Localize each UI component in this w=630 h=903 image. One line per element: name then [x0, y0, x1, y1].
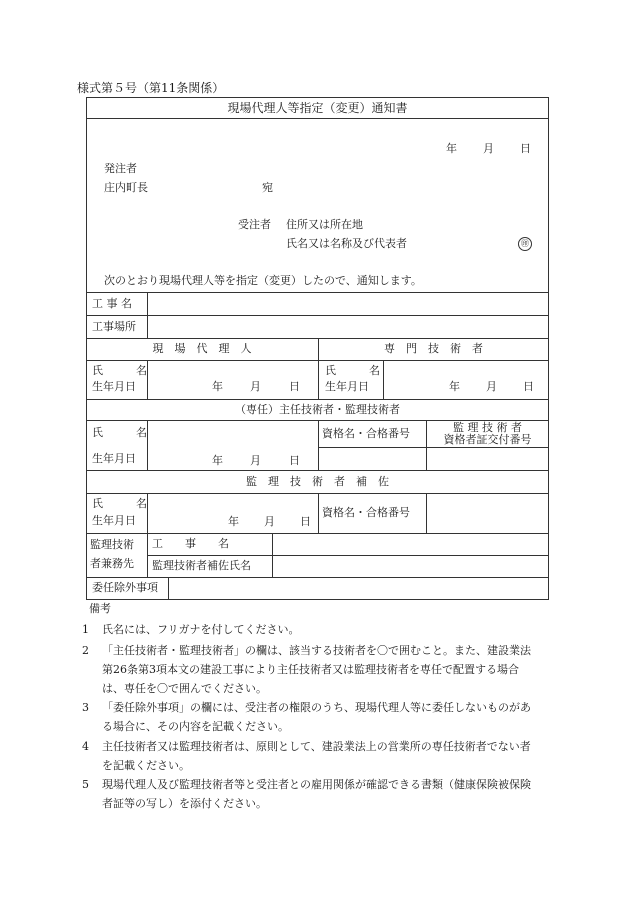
note-3-number: 3	[82, 701, 89, 714]
note-3	[82, 698, 532, 736]
contractor-name-label: 氏名又は名称及び代表者	[286, 237, 407, 250]
note-4	[82, 737, 532, 775]
site-agent-birthdate-label: 生年月日	[92, 380, 136, 393]
assistant-birthdate-label: 生年月日	[92, 514, 136, 527]
chief-birthdate-label: 生年月日	[92, 452, 136, 465]
seal-mark	[518, 237, 532, 251]
date-day: 日	[520, 142, 531, 155]
note-4-text: 主任技術者又は監理技術者は、原則として、建設業法上の営業所の専任技術者でない者を記載ください。	[102, 740, 531, 772]
assistant-birth-year: 年	[228, 515, 239, 528]
chief-birth-month: 月	[250, 454, 261, 467]
concurrent-construction-name: 工 事 名	[152, 537, 229, 550]
note-2	[82, 641, 532, 698]
note-1-text: 氏名には、フリガナを付してください。	[102, 623, 300, 636]
specialist-header: 専 門 技 術 者	[384, 342, 483, 355]
cert-label-line2: 資格者証交付番号	[443, 433, 532, 446]
site-agent-name-label: 氏 名	[92, 364, 147, 377]
specialist-birth-day: 日	[523, 380, 534, 393]
addressee-honorific: 宛	[262, 181, 273, 194]
assistant-header: 監 理 技 術 者 補 佐	[246, 475, 389, 488]
remarks-title: 備考	[89, 602, 111, 615]
intro-text: 次のとおり現場代理人等を指定（変更）したので、通知します。	[104, 274, 422, 287]
chief-birth-day: 日	[289, 454, 300, 467]
form-number: 様式第５号（第11条関係）	[77, 81, 225, 95]
addressee-name: 庄内町長	[104, 181, 148, 194]
site-agent-birth-month: 月	[250, 380, 261, 393]
chief-engineer-header: （専任）主任技術者・監理技術者	[235, 403, 400, 416]
form-title: 現場代理人等指定（変更）通知書	[227, 101, 408, 115]
specialist-name-label: 氏 名	[325, 364, 380, 377]
chief-birth-year: 年	[212, 454, 223, 467]
orderer-label: 発注者	[104, 162, 137, 175]
chief-qualification-label: 資格名・合格番号	[322, 427, 410, 440]
site-agent-birth-year: 年	[212, 380, 223, 393]
cert-label-line1: 監 理 技 術 者	[453, 421, 522, 434]
date-month: 月	[483, 142, 494, 155]
assistant-qualification-label: 資格名・合格番号	[322, 506, 410, 519]
contractor-label: 受注者	[238, 218, 271, 231]
construction-site-label: 工事場所	[92, 320, 136, 333]
specialist-birthdate-label: 生年月日	[325, 380, 369, 393]
assistant-birth-month: 月	[264, 515, 275, 528]
date-year: 年	[446, 142, 457, 155]
seal-glyph: ㊞	[518, 237, 532, 251]
assistant-birth-day: 日	[300, 515, 311, 528]
note-2-number: 2	[82, 644, 89, 657]
specialist-birth-year: 年	[449, 380, 460, 393]
construction-name-label: 工 事 名	[92, 297, 132, 310]
site-agent-birth-day: 日	[289, 380, 300, 393]
note-5	[82, 775, 532, 813]
note-5-text: 現場代理人及び監理技術者等と受注者との雇用関係が確認できる書類（健康保険被保険者証等の写し）を添付ください。	[102, 778, 531, 810]
note-5-number: 5	[82, 778, 89, 791]
concurrent-label-line2: 者兼務先	[90, 557, 134, 570]
note-2-text: 「主任技術者・監理技術者」の欄は、該当する技術者を〇で囲むこと。また、建設業法第26条第3項本文の建設工事により主任技術者又は監理技術者を専任で配置する場合は、専任を〇で囲んでください。	[102, 644, 531, 695]
specialist-birth-month: 月	[486, 380, 497, 393]
note-1	[82, 620, 532, 639]
assistant-name-label: 氏 名	[92, 497, 147, 510]
note-3-text: 「委任除外事項」の欄には、受注者の権限のうち、現場代理人等に委任しないものがある場合に、その内容を記載ください。	[102, 701, 531, 733]
chief-name-label: 氏 名	[92, 426, 147, 439]
site-agent-header: 現 場 代 理 人	[152, 342, 252, 355]
concurrent-label-line1: 監理技術	[90, 538, 134, 551]
contractor-address-label: 住所又は所在地	[286, 218, 363, 231]
note-1-number: 1	[82, 623, 89, 636]
assistant-name-field-label: 監理技術者補佐氏名	[152, 559, 251, 572]
exclusion-label: 委任除外事項	[92, 581, 158, 594]
note-4-number: 4	[82, 740, 89, 753]
